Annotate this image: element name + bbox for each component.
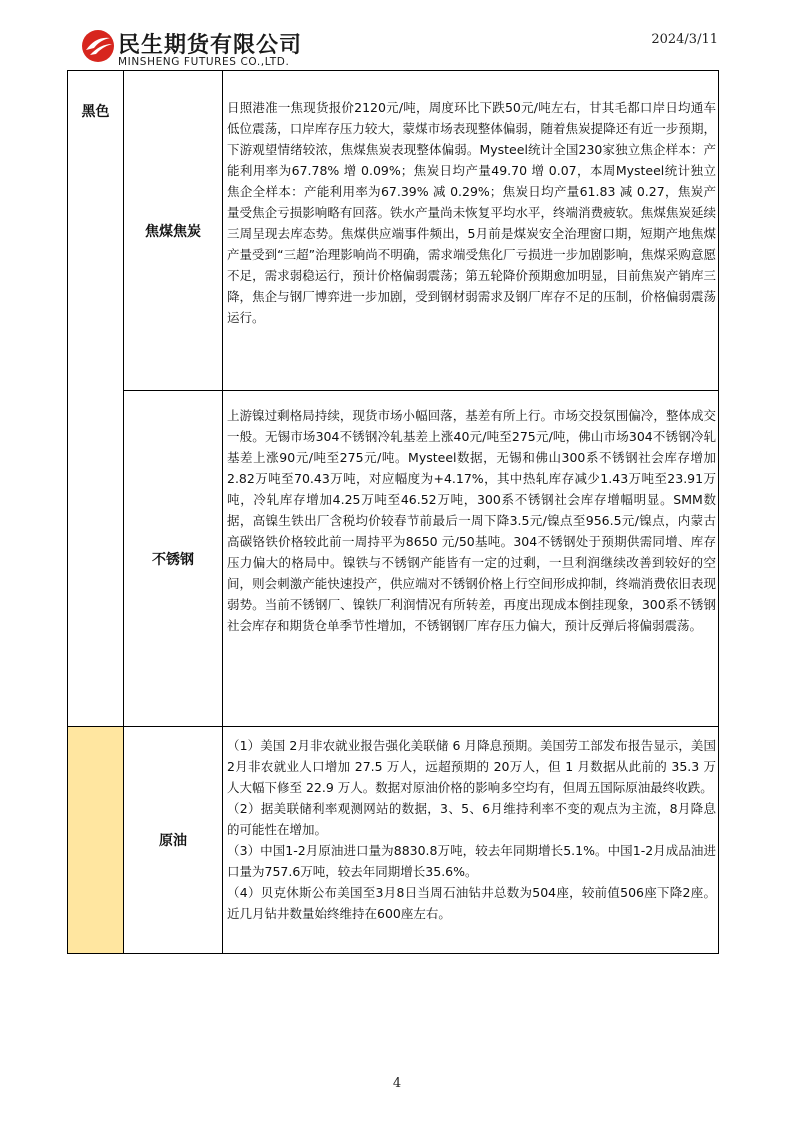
product-crude-oil: 原油 — [124, 727, 223, 954]
category-black: 黑色 — [68, 71, 124, 727]
analysis-text: 上游镍过剩格局持续，现货市场小幅回落，基差有所上行。市场交投氛围偏冷，整体成交一般。无锡市场304不锈钢冷轧基差上涨40元/吨至275元/吨，佛山市场304不锈钢冷轧基差上涨90元/吨至275元/吨。Mysteel数据，无锡和佛山300系不锈钢社会库存增加2.82万吨至70.43万吨，对应幅度为+4.17%，其中热轧库存减少1.43万吨至23.91万吨，冷轧库存增加4.25万吨至46.52万吨，300系不锈钢社会库存增幅明显。SMM数据，高镍生铁出厂含税均价较春节前最后一周下降3.5元/镍点至956.5元/镍点，内蒙古高碳铬铁价格较此前一周持平为8650 元/50基吨。304不锈钢处于预期供需同增、库存压力偏大的格局中。镍铁与不锈钢产能皆有一定的过剩，一旦利润继续改善到较好的空间，则会刺激产能快速投产，供应端对不锈钢价格上行空间形成抑制，终端消费依旧表现弱势。当前不锈钢厂、镍铁厂利润情况有所转差，再度出现成本倒挂现象，300系不锈钢社会库存和期货仓单季节性增加，不锈钢钢厂库存压力偏大，预计反弹后将偏弱震荡。 — [227, 408, 716, 633]
crude-oil-points — [227, 735, 716, 924]
category-energy — [68, 727, 124, 954]
table-row — [68, 727, 719, 954]
table-row — [68, 71, 719, 391]
analysis-stainless-steel — [223, 391, 719, 727]
company-name-en: MINSHENG FUTURES CO.,LTD. — [118, 56, 290, 68]
page-number: 4 — [392, 1076, 402, 1091]
minsheng-logo-icon — [80, 28, 116, 64]
company-logo — [80, 26, 310, 70]
product-coking-coal: 焦煤焦炭 — [124, 71, 223, 391]
product-stainless-steel: 不锈钢 — [124, 391, 223, 727]
report-date: 2024/3/11 — [651, 32, 718, 47]
list-item: （3）中国1-2月原油进口量为8830.8万吨，较去年同期增长5.1%。中国1-2月成品油进口量为757.6万吨，较去年同期增长35.6%。 — [227, 843, 716, 879]
company-name-cn: 民生期货有限公司 — [118, 33, 303, 58]
analysis-coking-coal — [223, 71, 719, 391]
list-item: （2）据美联储利率观测网站的数据，3、5、6月维持利率不变的观点为主流，8月降息的可能性在增加。 — [227, 801, 716, 837]
list-item: （1）美国 2月非农就业报告强化美联储 6 月降息预期。美国劳工部发布报告显示，美国 2月非农就业人口增加 27.5 万人，远超预期的 20万人，但 1 月数据从此前的 35.3 万人大幅下修至 22.9 万人。数据对原油价格的影响多空均有，但周五国际原油最终收跌。 — [227, 738, 716, 795]
list-item: （4）贝克休斯公布美国至3月8日当周石油钻井总数为504座，较前值506座下降2座。近几月钻井数量始终维持在600座左右。 — [227, 885, 716, 921]
commodity-table — [67, 70, 719, 954]
analysis-crude-oil — [223, 727, 719, 954]
page-header — [0, 0, 794, 70]
table-row — [68, 391, 719, 727]
analysis-text: 日照港准一焦现货报价2120元/吨，周度环比下跌50元/吨左右，甘其毛都口岸日均通车低位震荡，口岸库存压力较大，蒙煤市场表现整体偏弱，随着焦炭提降还有近一步预期，下游观望情绪较浓，焦煤焦炭表现整体偏弱。Mysteel统计全国230家独立焦企样本：产能利用率为67.78% 增 0.09%；焦炭日均产量49.70 增 0.07，本周Mysteel统计独立焦企全样本：产能利用率为67.39% 减 0.29%；焦炭日均产量61.83 减 0.27，焦炭产量受焦企亏损影响略有回落。铁水产量尚未恢复平均水平，终端消费疲软。焦煤焦炭延续三周呈现去库态势。焦煤供应端事件频出，5月前是煤炭安全治理窗口期，短期产地焦煤产量受到“三超”治理影响尚不明确，需求端受焦化厂亏损进一步加剧影响，焦煤采购意愿不足，需求弱稳运行，预计价格偏弱震荡；第五轮降价预期愈加明显，目前焦炭产销库三降，焦企与钢厂博弈进一步加剧，受到钢材弱需求及钢厂库存不足的压制，价格偏弱震荡运行。 — [227, 100, 716, 325]
